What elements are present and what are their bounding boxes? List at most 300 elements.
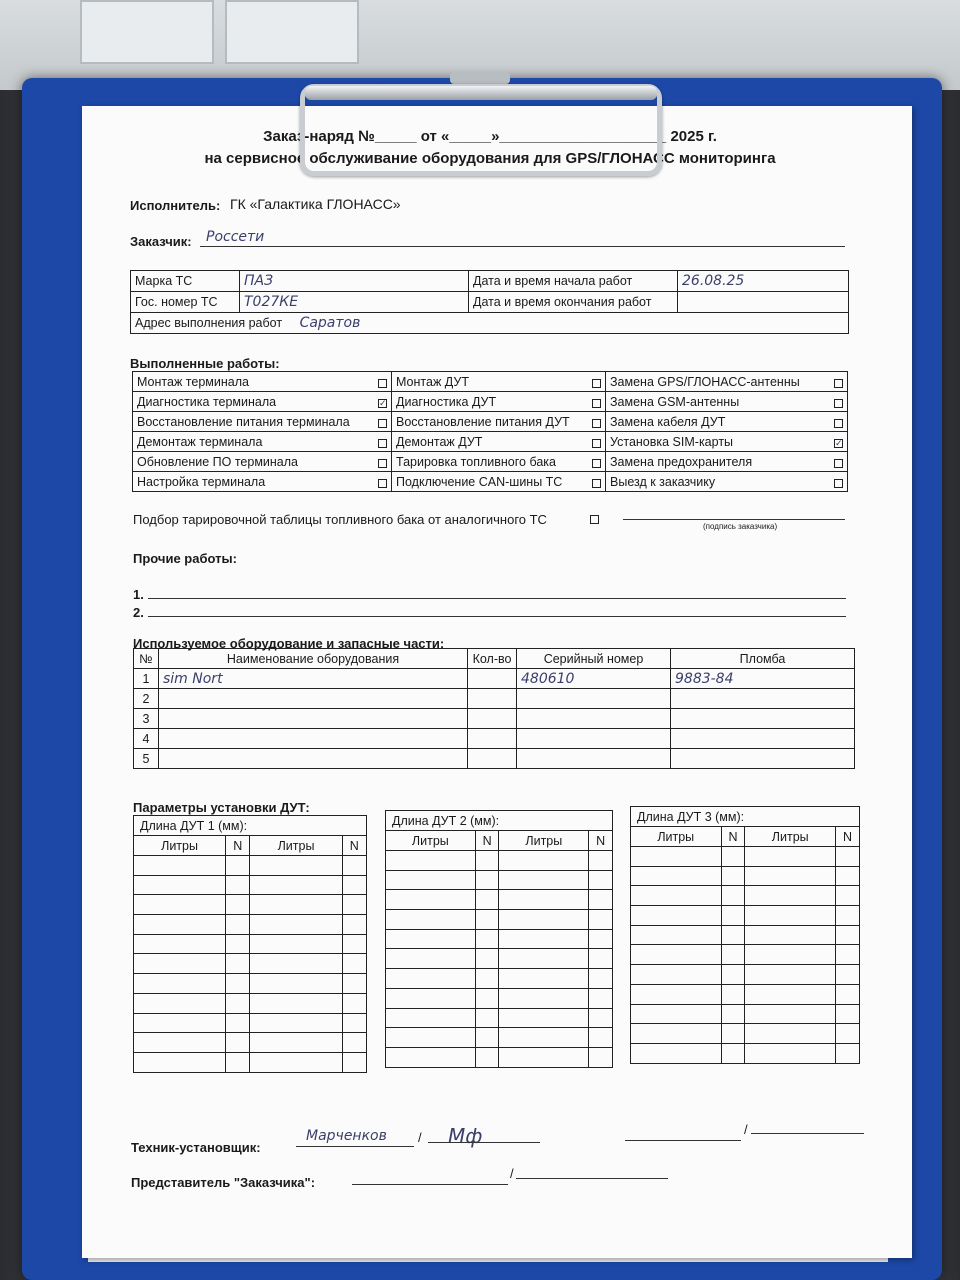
equipment-seal[interactable] <box>671 709 855 729</box>
dut-cell[interactable] <box>589 969 613 989</box>
dut-cell[interactable] <box>475 1028 499 1048</box>
dut-cell[interactable] <box>134 856 226 876</box>
dut-row <box>134 1013 367 1033</box>
checkbox[interactable]: ✓ <box>835 437 843 448</box>
equipment-qty[interactable] <box>468 749 517 769</box>
dut-cell[interactable] <box>342 1052 366 1072</box>
table-row <box>134 689 855 709</box>
dut-cell[interactable] <box>475 949 499 969</box>
checkbox[interactable] <box>834 399 843 408</box>
work-item[interactable]: Подключение CAN-шины ТС <box>392 472 606 492</box>
dut-cell[interactable] <box>745 1043 836 1063</box>
dut-cell[interactable] <box>589 949 613 969</box>
dut-cell[interactable] <box>499 890 589 910</box>
liters-header: Литры <box>250 836 342 856</box>
dut-cell[interactable] <box>226 1052 250 1072</box>
dut-cell[interactable] <box>745 1004 836 1024</box>
dut-row <box>134 974 367 994</box>
dut-row <box>631 886 860 906</box>
dut-cell[interactable] <box>631 945 722 965</box>
checkbox[interactable] <box>378 379 387 388</box>
equipment-qty[interactable] <box>468 729 517 749</box>
slash: / <box>510 1166 514 1181</box>
end-label: Дата и время окончания работ <box>469 292 678 313</box>
dut-cell[interactable] <box>835 1043 859 1063</box>
brand-label: Марка ТС <box>131 271 240 292</box>
equipment-table <box>133 648 855 769</box>
dut-cell[interactable] <box>835 1024 859 1044</box>
dut-cell[interactable] <box>342 993 366 1013</box>
dut-cell[interactable] <box>475 851 499 871</box>
dut-cell[interactable] <box>250 1052 342 1072</box>
plate-label: Гос. номер ТС <box>131 292 240 313</box>
work-item[interactable]: Замена GPS/ГЛОНАСС-антенны <box>606 372 848 392</box>
checkbox[interactable] <box>378 419 387 428</box>
dut-cell[interactable] <box>721 886 745 906</box>
equipment-name[interactable] <box>159 709 468 729</box>
extra-sign-line[interactable] <box>625 1140 741 1141</box>
dut-cell[interactable] <box>386 969 476 989</box>
work-item[interactable]: Замена GSM-антенны <box>606 392 848 412</box>
dut-cell[interactable] <box>631 984 722 1004</box>
dut-cell[interactable] <box>631 847 722 867</box>
dut-cell[interactable] <box>589 1028 613 1048</box>
dut-cell[interactable] <box>386 851 476 871</box>
dut-cell[interactable] <box>342 954 366 974</box>
dut-cell[interactable] <box>226 856 250 876</box>
checkbox[interactable] <box>592 439 601 448</box>
dut-cell[interactable] <box>631 906 722 926</box>
dut-cell[interactable] <box>226 954 250 974</box>
dut-cell[interactable] <box>134 1052 226 1072</box>
checkbox[interactable] <box>834 419 843 428</box>
work-item[interactable]: Замена кабеля ДУТ <box>606 412 848 432</box>
address-value[interactable]: Саратов <box>299 315 361 331</box>
dut-cell[interactable] <box>475 1047 499 1067</box>
dut-cell[interactable] <box>342 934 366 954</box>
dut-cell[interactable] <box>342 1033 366 1053</box>
dut-cell[interactable] <box>250 875 342 895</box>
dut-cell[interactable] <box>631 1024 722 1044</box>
dut-row <box>631 847 860 867</box>
dut-cell[interactable] <box>226 934 250 954</box>
work-item[interactable]: Обновление ПО терминала <box>133 452 392 472</box>
checkbox[interactable] <box>834 459 843 468</box>
dut-cell[interactable] <box>589 870 613 890</box>
dut-cell[interactable] <box>226 915 250 935</box>
dut-cell[interactable] <box>386 1028 476 1048</box>
work-item[interactable]: Диагностика ДУТ <box>392 392 606 412</box>
work-item[interactable]: Настройка терминала <box>133 472 392 492</box>
dut-cell[interactable] <box>226 895 250 915</box>
dut-cell[interactable] <box>721 965 745 985</box>
customer-value[interactable]: Россети <box>206 229 265 245</box>
checkbox[interactable] <box>592 459 601 468</box>
liters-header: Литры <box>631 827 722 847</box>
dut-cell[interactable] <box>631 925 722 945</box>
dut-cell[interactable] <box>386 988 476 1008</box>
dut-row <box>631 1043 860 1063</box>
dut-cell[interactable] <box>250 974 342 994</box>
col-name: Наименование оборудования <box>159 649 468 669</box>
other-line-1[interactable] <box>148 598 846 599</box>
dut-cell[interactable] <box>226 1033 250 1053</box>
liters-header: Литры <box>499 831 589 851</box>
equipment-heading: Используемое оборудование и запасные части: <box>133 636 445 651</box>
dut-row <box>631 906 860 926</box>
dut-cell[interactable] <box>589 929 613 949</box>
dut-cell[interactable] <box>475 890 499 910</box>
dut-cell[interactable] <box>499 870 589 890</box>
equipment-seal[interactable] <box>671 689 855 709</box>
representative-name-line[interactable] <box>352 1184 508 1185</box>
dut-cell[interactable] <box>134 1013 226 1033</box>
dut-row <box>386 890 613 910</box>
dut-cell[interactable] <box>745 886 836 906</box>
dut-cell[interactable] <box>589 890 613 910</box>
dut-cell[interactable] <box>721 925 745 945</box>
dut-cell[interactable] <box>342 856 366 876</box>
dut-cell[interactable] <box>589 910 613 930</box>
n-header: N <box>342 836 366 856</box>
dut-cell[interactable] <box>835 866 859 886</box>
start-label: Дата и время начала работ <box>469 271 678 292</box>
work-item[interactable]: Демонтаж ДУТ <box>392 432 606 452</box>
slash: / <box>744 1122 748 1137</box>
table-row <box>134 729 855 749</box>
installer-name[interactable]: Марченков <box>306 1128 387 1144</box>
equipment-seal[interactable] <box>671 749 855 769</box>
table-row <box>134 709 855 729</box>
row-number: 3 <box>134 709 159 729</box>
dut-row <box>386 969 613 989</box>
equipment-name[interactable]: sim Nort <box>159 669 468 689</box>
address-label: Адрес выполнения работ <box>135 316 283 330</box>
checkbox[interactable] <box>592 419 601 428</box>
dut-cell[interactable] <box>475 870 499 890</box>
vehicle-table <box>130 270 849 334</box>
checkbox[interactable] <box>834 479 843 488</box>
checkbox[interactable] <box>378 439 387 448</box>
dut-cell[interactable] <box>631 866 722 886</box>
dut-2-title: Длина ДУТ 2 (мм): <box>386 811 613 831</box>
customer-underline <box>200 246 845 247</box>
dut-cell[interactable] <box>134 875 226 895</box>
dut-cell[interactable] <box>475 988 499 1008</box>
dut-cell[interactable] <box>475 969 499 989</box>
dut-cell[interactable] <box>721 866 745 886</box>
dut-cell[interactable] <box>475 910 499 930</box>
equipment-name[interactable] <box>159 729 468 749</box>
dut-cell[interactable] <box>721 984 745 1004</box>
liters-header: Литры <box>745 827 836 847</box>
dut-cell[interactable] <box>226 1013 250 1033</box>
calibration-checkbox[interactable] <box>590 515 599 524</box>
dut-1-title: Длина ДУТ 1 (мм): <box>134 816 367 836</box>
other-item-2: 2. <box>133 605 144 620</box>
dut-cell[interactable] <box>835 925 859 945</box>
work-item[interactable]: Установка SIM-карты ✓ <box>606 432 848 452</box>
dut-row <box>631 1004 860 1024</box>
dut-row <box>134 993 367 1013</box>
equipment-seal[interactable] <box>671 729 855 749</box>
dut-cell[interactable] <box>721 1043 745 1063</box>
equipment-qty[interactable] <box>468 669 517 689</box>
row-number: 5 <box>134 749 159 769</box>
dut-cell[interactable] <box>386 890 476 910</box>
dut-cell[interactable] <box>835 984 859 1004</box>
dut-cell[interactable] <box>342 915 366 935</box>
equipment-name[interactable] <box>159 689 468 709</box>
installer-name-line <box>296 1146 414 1147</box>
dut-cell[interactable] <box>745 847 836 867</box>
dut-table-1 <box>133 815 367 1073</box>
brand-value[interactable]: ПАЗ <box>240 271 469 292</box>
dut-cell[interactable] <box>745 945 836 965</box>
representative-sign-line[interactable] <box>516 1178 668 1179</box>
checkbox[interactable]: ✓ <box>379 397 387 408</box>
window-pane <box>225 0 359 64</box>
dut-cell[interactable] <box>499 1047 589 1067</box>
row-number: 1 <box>134 669 159 689</box>
dut-row <box>134 954 367 974</box>
dut-cell[interactable] <box>745 984 836 1004</box>
binder-clip-bar <box>305 86 657 100</box>
dut-table-2 <box>385 810 613 1068</box>
dut-cell[interactable] <box>386 1047 476 1067</box>
equipment-qty[interactable] <box>468 709 517 729</box>
dut-cell[interactable] <box>631 886 722 906</box>
dut-cell[interactable] <box>499 988 589 1008</box>
dut-cell[interactable] <box>386 949 476 969</box>
signature-line <box>623 519 845 520</box>
equipment-qty[interactable] <box>468 689 517 709</box>
dut-cell[interactable] <box>835 1004 859 1024</box>
dut-cell[interactable] <box>342 974 366 994</box>
dut-3-title: Длина ДУТ 3 (мм): <box>631 807 860 827</box>
row-number: 2 <box>134 689 159 709</box>
dut-cell[interactable] <box>835 965 859 985</box>
dut-cell[interactable] <box>250 1013 342 1033</box>
dut-row <box>386 1008 613 1028</box>
dut-cell[interactable] <box>342 1013 366 1033</box>
dut-cell[interactable] <box>226 875 250 895</box>
form-subtitle: на сервисное обслуживание оборудования для GPS/ГЛОНАСС мониторинга <box>204 150 776 167</box>
dut-cell[interactable] <box>250 934 342 954</box>
customer-label: Заказчик: <box>130 234 192 249</box>
dut-cell[interactable] <box>226 993 250 1013</box>
dut-row <box>134 934 367 954</box>
dut-cell[interactable] <box>589 1008 613 1028</box>
installer-sign-line <box>428 1142 540 1143</box>
dut-cell[interactable] <box>631 965 722 985</box>
dut-cell[interactable] <box>745 866 836 886</box>
dut-row <box>134 895 367 915</box>
dut-row <box>631 945 860 965</box>
dut-cell[interactable] <box>386 910 476 930</box>
dut-cell[interactable] <box>250 895 342 915</box>
dut-row <box>631 925 860 945</box>
liters-header: Литры <box>386 831 476 851</box>
n-header: N <box>475 831 499 851</box>
dut-row <box>631 965 860 985</box>
dut-row <box>631 1024 860 1044</box>
work-item[interactable]: Диагностика терминала ✓ <box>133 392 392 412</box>
dut-cell[interactable] <box>134 895 226 915</box>
dut-row <box>386 870 613 890</box>
work-item[interactable]: Тарировка топливного бака <box>392 452 606 472</box>
dut-cell[interactable] <box>745 1024 836 1044</box>
dut-cell[interactable] <box>250 915 342 935</box>
row-number: 4 <box>134 729 159 749</box>
dut-row <box>386 1047 613 1067</box>
plate-value[interactable]: Т027КЕ <box>240 292 469 313</box>
dut-heading: Параметры установки ДУТ: <box>133 800 310 815</box>
end-value[interactable] <box>678 292 849 313</box>
dut-row <box>134 1033 367 1053</box>
dut-row <box>386 910 613 930</box>
dut-cell[interactable] <box>134 1033 226 1053</box>
equipment-serial[interactable]: 480610 <box>517 669 671 689</box>
calibration-text: Подбор тарировочной таблицы топливного бака от аналогичного ТС <box>133 512 547 527</box>
dut-row <box>386 1028 613 1048</box>
dut-cell[interactable] <box>250 993 342 1013</box>
dut-row <box>386 929 613 949</box>
other-item-1: 1. <box>133 587 144 602</box>
works-heading: Выполненные работы: <box>130 356 280 371</box>
dut-cell[interactable] <box>342 895 366 915</box>
checkbox[interactable] <box>378 459 387 468</box>
dut-cell[interactable] <box>745 906 836 926</box>
dut-table-3 <box>630 806 860 1064</box>
other-heading: Прочие работы: <box>133 551 237 566</box>
dut-cell[interactable] <box>499 929 589 949</box>
equipment-serial[interactable] <box>517 689 671 709</box>
dut-cell[interactable] <box>134 974 226 994</box>
work-item[interactable]: Восстановление питания ДУТ <box>392 412 606 432</box>
dut-cell[interactable] <box>499 969 589 989</box>
slash: / <box>418 1130 422 1145</box>
dut-cell[interactable] <box>745 925 836 945</box>
extra-sign-line-2[interactable] <box>751 1133 864 1134</box>
form-title: Заказ-наряд №_____ от «_____»____________________ 2025 г. <box>263 128 717 145</box>
col-seal: Пломба <box>671 649 855 669</box>
window-pane <box>80 0 214 64</box>
dut-cell[interactable] <box>250 1033 342 1053</box>
dut-cell[interactable] <box>721 945 745 965</box>
checkbox[interactable] <box>834 379 843 388</box>
col-qty: Кол-во <box>468 649 517 669</box>
work-item[interactable]: Демонтаж терминала <box>133 432 392 452</box>
dut-row <box>386 988 613 1008</box>
equipment-seal[interactable]: 9883-84 <box>671 669 855 689</box>
dut-cell[interactable] <box>499 910 589 930</box>
dut-cell[interactable] <box>721 906 745 926</box>
col-serial: Серийный номер <box>517 649 671 669</box>
dut-cell[interactable] <box>134 915 226 935</box>
n-header: N <box>226 836 250 856</box>
equipment-name[interactable] <box>159 749 468 769</box>
dut-row <box>631 866 860 886</box>
dut-cell[interactable] <box>721 847 745 867</box>
n-header: N <box>721 827 745 847</box>
dut-cell[interactable] <box>721 1024 745 1044</box>
dut-cell[interactable] <box>499 949 589 969</box>
executor-label: Исполнитель: <box>130 198 221 213</box>
dut-cell[interactable] <box>835 847 859 867</box>
dut-cell[interactable] <box>631 1043 722 1063</box>
checkbox[interactable] <box>592 479 601 488</box>
table-row <box>134 669 855 689</box>
dut-cell[interactable] <box>250 954 342 974</box>
dut-cell[interactable] <box>499 1008 589 1028</box>
dut-cell[interactable] <box>745 965 836 985</box>
dut-cell[interactable] <box>250 856 342 876</box>
signature-caption: (подпись заказчика) <box>703 522 778 531</box>
dut-cell[interactable] <box>835 886 859 906</box>
equipment-serial[interactable] <box>517 749 671 769</box>
dut-cell[interactable] <box>499 1028 589 1048</box>
dut-cell[interactable] <box>589 851 613 871</box>
dut-cell[interactable] <box>631 1004 722 1024</box>
dut-cell[interactable] <box>342 875 366 895</box>
dut-cell[interactable] <box>134 993 226 1013</box>
n-header: N <box>589 831 613 851</box>
start-value[interactable]: 26.08.25 <box>678 271 849 292</box>
dut-row <box>134 915 367 935</box>
dut-cell[interactable] <box>835 945 859 965</box>
other-line-2[interactable] <box>148 616 846 617</box>
work-item[interactable]: Монтаж терминала <box>133 372 392 392</box>
liters-header: Литры <box>134 836 226 856</box>
work-item[interactable]: Монтаж ДУТ <box>392 372 606 392</box>
dut-cell[interactable] <box>835 906 859 926</box>
installer-signature[interactable]: Мф <box>448 1124 483 1148</box>
dut-cell[interactable] <box>386 870 476 890</box>
work-item[interactable]: Замена предохранителя <box>606 452 848 472</box>
clip-hinge <box>450 72 510 84</box>
equipment-serial[interactable] <box>517 709 671 729</box>
dut-cell[interactable] <box>499 851 589 871</box>
representative-label: Представитель "Заказчика": <box>131 1175 316 1190</box>
checkbox[interactable] <box>378 479 387 488</box>
dut-row <box>631 984 860 1004</box>
installer-label: Техник-установщик: <box>131 1140 261 1155</box>
dut-cell[interactable] <box>589 1047 613 1067</box>
dut-cell[interactable] <box>475 1008 499 1028</box>
work-item[interactable]: Выезд к заказчику <box>606 472 848 492</box>
executor-value: ГК «Галактика ГЛОНАСС» <box>230 196 401 212</box>
dut-cell[interactable] <box>386 929 476 949</box>
n-header: N <box>835 827 859 847</box>
work-item[interactable]: Восстановление питания терминала <box>133 412 392 432</box>
dut-cell[interactable] <box>475 929 499 949</box>
dut-cell[interactable] <box>589 988 613 1008</box>
table-row <box>134 749 855 769</box>
dut-row <box>134 856 367 876</box>
dut-cell[interactable] <box>386 1008 476 1028</box>
dut-cell[interactable] <box>226 974 250 994</box>
dut-row <box>134 1052 367 1072</box>
dut-cell[interactable] <box>134 934 226 954</box>
equipment-serial[interactable] <box>517 729 671 749</box>
checkbox[interactable] <box>592 399 601 408</box>
checkbox[interactable] <box>592 379 601 388</box>
dut-cell[interactable] <box>134 954 226 974</box>
dut-row <box>134 875 367 895</box>
dut-cell[interactable] <box>721 1004 745 1024</box>
dut-row <box>386 851 613 871</box>
